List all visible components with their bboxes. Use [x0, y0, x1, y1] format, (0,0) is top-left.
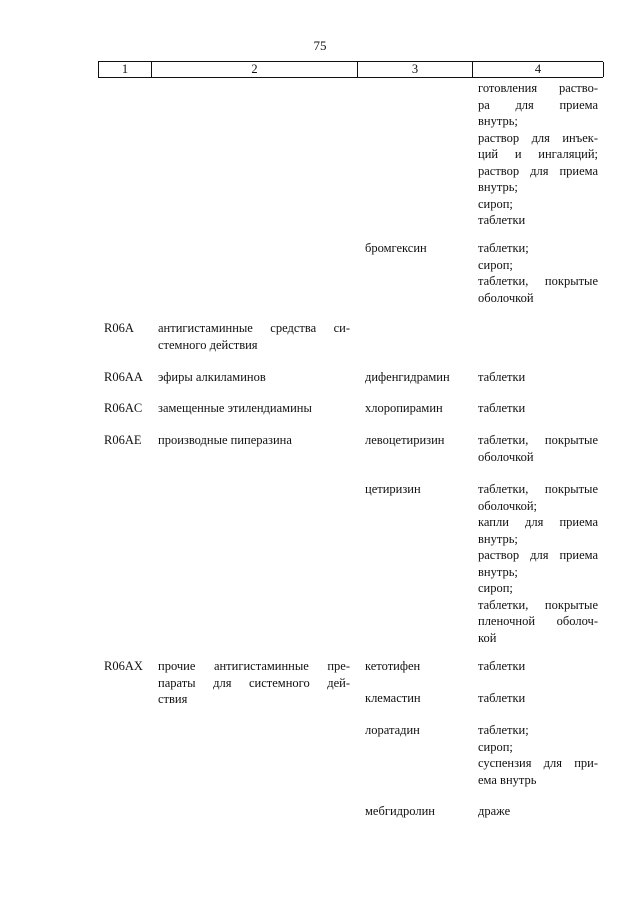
- dosage-forms-line: капли для приема: [478, 515, 598, 529]
- group-name: [158, 400, 350, 417]
- atc-code: R06AA: [104, 370, 143, 384]
- table-header: [98, 61, 603, 78]
- group-name-line: замещенные этилендиамины: [158, 401, 312, 415]
- header-col-3: 3: [357, 62, 472, 77]
- dosage-forms: [478, 240, 598, 306]
- header-col-2: 2: [151, 62, 357, 77]
- drug-name: клемастин: [365, 691, 421, 705]
- dosage-forms: [478, 722, 598, 788]
- group-name: [158, 320, 350, 353]
- drug-name: кетотифен: [365, 659, 421, 673]
- dosage-forms-line: кой: [478, 630, 497, 645]
- dosage-forms-line: оболочкой: [478, 290, 534, 305]
- dosage-forms-line: сироп;: [478, 581, 513, 595]
- dosage-forms: [478, 369, 598, 386]
- drug-name: хлоропирамин: [365, 401, 443, 415]
- dosage-forms-line: оболочкой: [478, 449, 534, 464]
- group-name-line: параты для системного дей-: [158, 675, 350, 690]
- group-name: [158, 432, 350, 449]
- dosage-forms: [478, 481, 598, 646]
- dosage-forms-line: таблетки;: [478, 241, 529, 255]
- page-number: 75: [313, 38, 327, 53]
- dosage-forms: [478, 432, 598, 465]
- header-col-1: 1: [98, 62, 151, 77]
- group-name-line: стемного действия: [158, 337, 258, 352]
- dosage-forms: [478, 803, 598, 820]
- dosage-forms-line: таблетки: [478, 691, 526, 705]
- dosage-forms-line: таблетки: [478, 370, 526, 384]
- dosage-forms-line: внутрь;: [478, 564, 518, 579]
- drug-name: цетиризин: [365, 482, 421, 496]
- group-name-line: прочие антигистаминные пре-: [158, 659, 350, 673]
- dosage-forms-line: таблетки, покрытые: [478, 482, 598, 496]
- drug-name: левоцетиризин: [365, 433, 445, 447]
- drug-name: мебгидролин: [365, 804, 435, 818]
- dosage-forms-line: внутрь;: [478, 114, 518, 128]
- dosage-forms-line: ема внутрь: [478, 772, 537, 787]
- dosage-forms: [478, 658, 598, 675]
- dosage-forms-line: таблетки;: [478, 723, 529, 737]
- dosage-forms-line: внутрь;: [478, 180, 518, 194]
- dosage-forms-line: сироп;: [478, 196, 513, 211]
- dosage-forms-line: суспензия для при-: [478, 756, 598, 770]
- dosage-forms: [478, 690, 598, 707]
- atc-code: R06AX: [104, 659, 143, 673]
- dosage-forms-line: раствор для приема: [478, 163, 598, 178]
- dosage-forms-line: внутрь;: [478, 531, 518, 546]
- dosage-forms: [478, 80, 598, 229]
- drug-name: бромгексин: [365, 241, 427, 255]
- dosage-forms-line: раствор для инъек-: [478, 130, 598, 145]
- header-col-4: 4: [472, 62, 604, 77]
- atc-code: R06A: [104, 321, 134, 335]
- dosage-forms-line: готовления раство-: [478, 81, 598, 95]
- group-name-line: эфиры алкиламинов: [158, 370, 266, 384]
- dosage-forms-line: сироп;: [478, 257, 513, 272]
- atc-code: R06AC: [104, 401, 143, 415]
- group-name: [158, 369, 350, 386]
- dosage-forms-line: сироп;: [478, 739, 513, 754]
- dosage-forms-line: ций и ингаляций;: [478, 147, 598, 161]
- dosage-forms-line: таблетки: [478, 213, 526, 227]
- dosage-forms-line: драже: [478, 804, 511, 818]
- dosage-forms-line: раствор для приема: [478, 548, 598, 562]
- dosage-forms-line: таблетки, покрытые: [478, 274, 598, 288]
- dosage-forms-line: оболочкой;: [478, 498, 537, 513]
- dosage-forms-line: ра для приема: [478, 97, 598, 112]
- dosage-forms-line: таблетки, покрытые: [478, 597, 598, 612]
- group-name-line: ствия: [158, 692, 188, 706]
- group-name-line: антигистаминные средства си-: [158, 321, 350, 335]
- dosage-forms-line: таблетки: [478, 401, 526, 415]
- dosage-forms-line: таблетки, покрытые: [478, 433, 598, 447]
- dosage-forms: [478, 400, 598, 417]
- group-name-line: производные пиперазина: [158, 433, 292, 447]
- dosage-forms-line: пленочной оболоч-: [478, 614, 598, 628]
- drug-name: дифенгидрамин: [365, 370, 450, 384]
- drug-name: лоратадин: [365, 723, 420, 737]
- dosage-forms-line: таблетки: [478, 659, 526, 673]
- group-name: [158, 658, 350, 708]
- atc-code: R06AE: [104, 433, 142, 447]
